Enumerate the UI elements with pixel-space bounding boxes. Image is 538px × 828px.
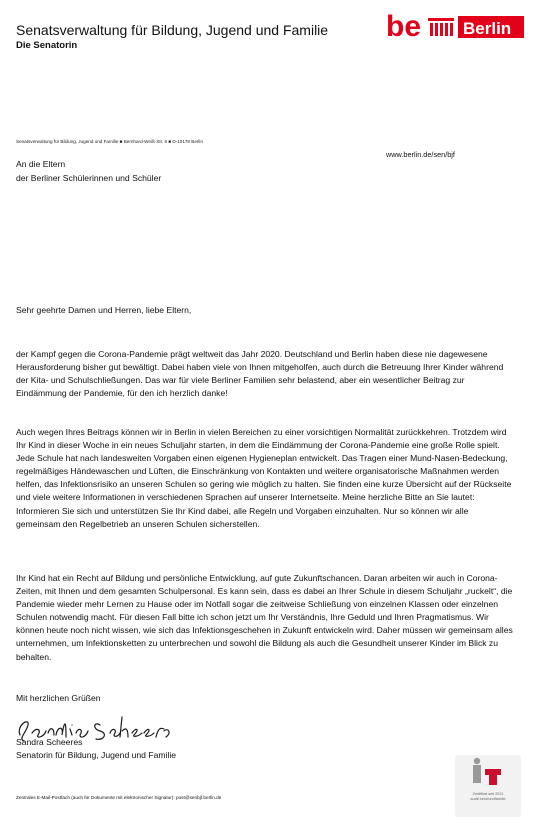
logo-be-text: be — [386, 10, 422, 42]
body-paragraph-1: der Kampf gegen die Corona-Pandemie prägt weltweit das Jahr 2020. Deutschland und Berlin haben diese nie dagewesene Herausforderung bisher gut bewältigt. Dabei haben viele von Ihnen mitgeholfen, auch durch die Betreuung Ihrer Kinder während der Kita- und Schulschließungen. Das war für viele Berliner Familien sehr belastend, aber ein wesentlicher Beitrag zur Eindämmung der Pandemie, für den ich herzlich danke! — [16, 349, 504, 399]
org-name: Senatsverwaltung für Bildung, Jugend und Familie — [16, 22, 329, 38]
audit-certificate-badge — [455, 755, 521, 817]
website-link[interactable]: www.berlin.de/sen/bjf — [386, 150, 455, 159]
footer-email-note: Zentrales E-Mail-Postfach (auch für Dokumente mit elektronischer Signatur): post@senbjf.berlin.de — [16, 795, 222, 800]
certificate-text — [455, 792, 521, 802]
be-berlin-logo — [386, 8, 524, 42]
body-paragraph-3: Ihr Kind hat ein Recht auf Bildung und persönliche Entwicklung, auf gute Zukunftschancen. Daran arbeiten wir auch in Corona-Zeiten, mit Ihnen und dem gesamten Schulpersonal. Es kann sein, dass es dabei an Ihrer Schule in diesem Schuljahr „ruckelt“, die Pandemie wieder mehr Lernen zu Hause oder im Notfall sogar die zeitweise Schließung von einzelnen Klassen oder einzelnen Schulen notwendig macht. Für diesen Fall bitte ich schon jetzt um Ihr Verständnis, Ihre Geduld und Ihren Pragmatismus. Wir können heute noch nicht wissen, wie sich das Infektionsgeschehen in Zukunft entwickeln wird. Daher müssen wir gemeinsam alles unternehmen, um Infektionsketten zu unterbrechen und sowohl die Bildung als auch die Gesundheit unserer Kinder im Blick zu behalten. — [16, 573, 513, 662]
signer-title: Senatorin für Bildung, Jugend und Familie — [16, 750, 177, 760]
recipient-line-2: der Berliner Schülerinnen und Schüler — [16, 173, 162, 183]
signer-name: Sandra Scheeres — [16, 737, 83, 747]
body-paragraph-2: Auch wegen Ihres Beitrags können wir in Berlin in vielen Bereichen zu einer vorsichtigen Normalität zurückkehren. Trotzdem wird Ihr Kind in dieser Woche in ein neues Schuljahr starten, in dem die Eindämmung der Corona-Pandemie eine große Rolle spielt. Jede Schule hat nach landesweiten Vorgaben einen eigenen Hygieneplan entwickelt. Das Tragen einer Mund-Nasen-Bedeckung, regelmäßiges Händewaschen und Lüften, die Einschränkung von Kontakten und weitere organisatorische Maßnahmen werden helfen, das Infektionsrisiko an unseren Schulen so gering wie möglich zu halten. Sie finden eine kurze Übersicht auf der Rückseite und viele weitere Informationen in verschiedenen Sprachen auf unserer Internetseite. Meine herzliche Bitte an Sie lautet: Informieren Sie sich und unterstützen Sie Ihr Kind dabei, alle Regeln und Vorgaben einzuhalten. Nur so können wir alle gemeinsam den Regelbetrieb an unseren Schulen sicherstellen. — [16, 427, 512, 529]
closing-greeting: Mit herzlichen Grüßen — [16, 693, 101, 703]
recipient-line-1: An die Eltern — [16, 159, 66, 169]
family-audit-icon — [455, 755, 521, 795]
certificate-line-2: audit berufundfamilie — [470, 797, 506, 801]
salutation: Sehr geehrte Damen und Herren, liebe Eltern, — [16, 305, 192, 315]
brandenburger-tor-icon — [428, 18, 454, 36]
org-subtitle: Die Senatorin — [16, 40, 78, 51]
logo-berlin-text: Berlin — [463, 19, 512, 38]
certificate-line-1: Zertifikat seit 2011 — [472, 792, 504, 796]
sender-address-line: Senatsverwaltung für Bildung, Jugend und Familie ■ Bernhard-Weiß-Str. 6 ■ D-10178 Berlin — [16, 139, 204, 144]
